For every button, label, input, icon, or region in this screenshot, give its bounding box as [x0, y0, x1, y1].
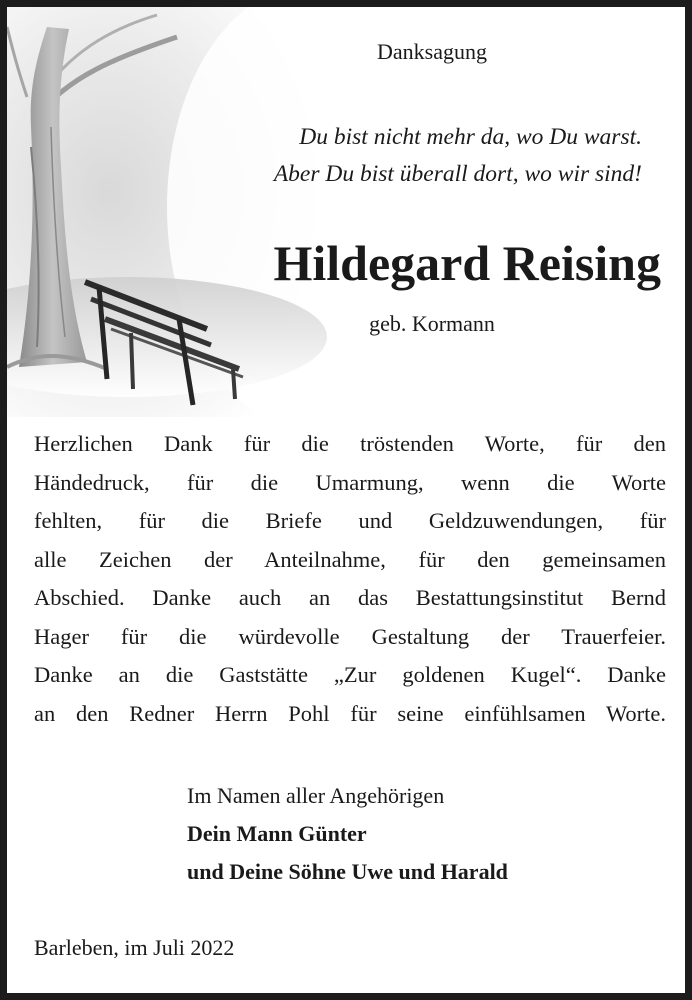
- text-line: an den Redner Herrn Pohl für seine einfühlsamen Worte.: [34, 700, 666, 726]
- text-line: alle Zeichen der Anteilnahme, für den gemeinsamen: [34, 546, 666, 572]
- heading: Danksagung: [377, 39, 487, 64]
- text-line: Hager für die würdevolle Gestaltung der Trauerfeier.: [34, 623, 666, 649]
- signature-intro: Im Namen aller Angehörigen: [187, 783, 445, 808]
- thank-you-text: [34, 425, 666, 733]
- text-line: Abschied. Danke auch an das Bestattungsinstitut Bernd: [34, 585, 666, 610]
- tree-and-bench-image: [7, 7, 347, 417]
- deceased-name: Hildegard Reising: [273, 235, 661, 291]
- text-line: Danke an die Gaststätte „Zur goldenen Kugel“. Danke: [34, 662, 666, 687]
- birth-name: geb. Kormann: [369, 311, 495, 336]
- signature: [187, 777, 667, 891]
- signature-sons: und Deine Söhne Uwe und Harald: [187, 859, 508, 884]
- quote: [157, 119, 642, 193]
- signature-husband: Dein Mann Günter: [187, 821, 367, 846]
- quote-line: Du bist nicht mehr da, wo Du warst.: [299, 124, 642, 150]
- place-date: Barleben, im Juli 2022: [34, 935, 235, 960]
- quote-line: Aber Du bist überall dort, wo wir sind!: [273, 161, 642, 187]
- text-line: Händedruck, für die Umarmung, wenn die Worte: [34, 469, 666, 495]
- text-line: fehlten, für die Briefe und Geldzuwendungen, für: [34, 508, 666, 533]
- text-line: Herzlichen Dank für die tröstenden Worte, für den: [34, 431, 666, 456]
